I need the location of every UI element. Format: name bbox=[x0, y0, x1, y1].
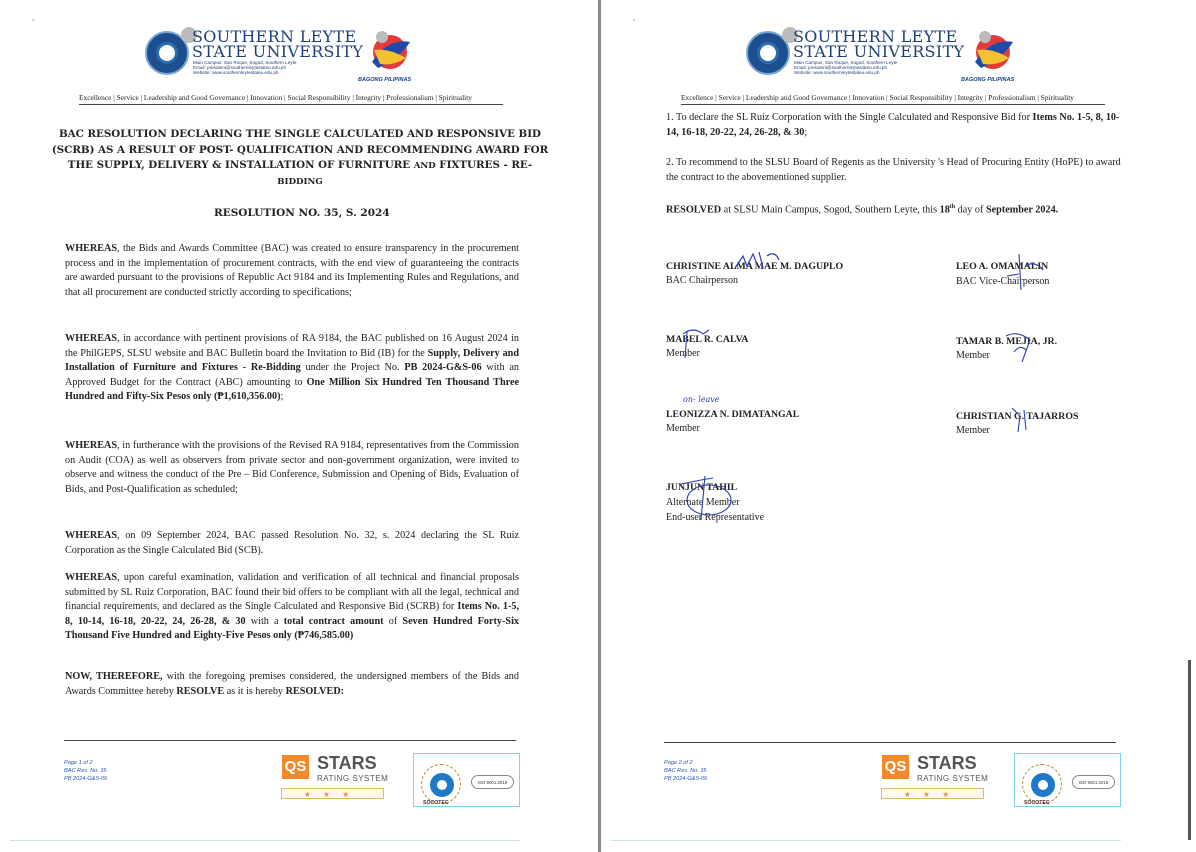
bottom-rule bbox=[611, 840, 1121, 841]
signatory-role: Member bbox=[666, 348, 700, 359]
signatory-role-secondary: End-user Representative bbox=[666, 512, 765, 523]
whereas-clause-1: WHEREAS, the Bids and Awards Committee (BAC) was created to ensure transparency in the procurement process and in the implementation of procurement contracts, with the end view of guaranteeing the contracts are awarded pursuant to the provisions of Republic Act 9184 and its Implementing Rules and Regulations, and that all procurement are conducted strictly according to specifications; bbox=[65, 243, 519, 298]
page-edge bbox=[1188, 660, 1191, 840]
signatory-name: CHRISTIAN G. TAJARROS bbox=[956, 411, 1079, 422]
signatory-name: LEONIZZA N. DIMATANGAL bbox=[666, 409, 800, 420]
resolution-item-1: 1. To declare the SL Ruiz Corporation with the Single Calculated and Responsive Bid for Items No. 1-5, 8, 10-14, 16-18, 20-22, 24, 26-28, & 30; bbox=[666, 112, 1120, 138]
stars-rating-bar: ★★★ bbox=[881, 788, 984, 799]
stars-rating-system: RATING SYSTEM bbox=[317, 774, 389, 783]
page-footer-info: Page 2 of 2 BAC Res. No. 35 PB 2024-G&S-06 bbox=[664, 760, 708, 782]
whereas-clause-5: WHEREAS, upon careful examination, validation and verification of all technical and financial proposals submitted by SL Ruiz Corporation, BAC found their bid offers to be compliant with all the legal, technical and financial requirements, and declared as the Single Calculated and Responsive Bid (SCRB) for Items No. 1-5, 8, 10-14, 16-18, 20-22, 24, 26-28, & 30 with a total contract amount of Seven Hundred Forty-Six Thousand Five Hundred and Eighty-Five Pesos only (₱746,585.00) bbox=[65, 572, 519, 642]
signatory-name: TAMAR B. MEJIA, JR. bbox=[956, 336, 1058, 347]
document-page-2 bbox=[601, 0, 1196, 852]
signatory-role: Alternate Member bbox=[666, 497, 740, 508]
signatory-role: BAC Vice-Chairperson bbox=[956, 276, 1050, 287]
scan-mark: ' bbox=[32, 18, 35, 27]
handwritten-on-leave-note: on- leave bbox=[683, 395, 720, 404]
header-rule bbox=[79, 104, 503, 105]
signatory-name: LEO A. OMAMALIN bbox=[956, 261, 1049, 272]
socotec-icon bbox=[430, 773, 454, 797]
signatory-name: CHRISTINE ALMA MAE M. DAGUPLO bbox=[666, 261, 844, 272]
signatory-role: Member bbox=[956, 350, 990, 361]
university-name-line1: SOUTHERN LEYTE bbox=[192, 27, 357, 46]
university-name-line2: STATE UNIVERSITY bbox=[192, 42, 364, 61]
university-address: Main Campus, San Roque, Sogod, Southern Leyte Email: president@southernleytestateu.edu.ph Website: www.southernleytestateu.edu.ph bbox=[193, 60, 297, 76]
stars-title: STARS bbox=[917, 753, 977, 773]
page-footer-info: Page 1 of 2 BAC Res. No. 35 PB 2024-G&S-06 bbox=[64, 760, 108, 782]
qs-logo: QS bbox=[882, 755, 909, 779]
socotec-icon bbox=[1031, 773, 1055, 797]
iso-certification-badge: ISO 9001:2015 SOCOTEC bbox=[1014, 753, 1121, 807]
slsu-seal-logo bbox=[145, 31, 189, 75]
signatory-name: JUNJUN TAHIL bbox=[666, 482, 738, 493]
whereas-clause-2: WHEREAS, in accordance with pertinent provisions of RA 9184, the BAC published on 16 August 2024 in the PhilGEPS, SLSU website and BAC Bulletin board the Invitation to Bid (IB) for the Supply, Delivery and Installation of Furniture and Fixtures - Re-Bidding under the Project No. PB 2024-G&S-06 with an Approved Budget for the Contract (ABC) amounting to One Million Six Hundred Ten Thousand Three Hundred and Fifty-Six Pesos only (₱1,610,356.00); bbox=[65, 333, 519, 403]
bottom-rule bbox=[10, 840, 520, 841]
iso-certification-badge: ISO 9001:2015 SOCOTEC bbox=[413, 753, 520, 807]
scan-mark: ' bbox=[633, 18, 636, 27]
header-rule bbox=[681, 104, 1105, 105]
university-name-line1: SOUTHERN LEYTE bbox=[793, 27, 958, 46]
bagong-pilipinas-label: BAGONG PILIPINAS bbox=[961, 77, 1015, 83]
bagong-pilipinas-label: BAGONG PILIPINAS bbox=[358, 77, 412, 83]
core-values: Excellence | Service | Leadership and Good Governance | Innovation | Social Responsibility | Integrity | Professionalism | Spirituality bbox=[681, 93, 1074, 102]
signatory-role: Member bbox=[956, 425, 990, 436]
footer-rule bbox=[64, 740, 516, 741]
resolved-statement: RESOLVED at SLSU Main Campus, Sogod, Southern Leyte, this 18th day of September 2024. bbox=[666, 204, 1059, 216]
slsu-seal-logo bbox=[746, 31, 790, 75]
signatory-name: MABEL R. CALVA bbox=[666, 334, 749, 345]
resolution-item-2: 2. To recommend to the SLSU Board of Regents as the University 's Head of Procuring Entity (HoPE) to award the contract to the abovementioned supplier. bbox=[666, 157, 1121, 183]
whereas-clause-4: WHEREAS, on 09 September 2024, BAC passed Resolution No. 32, s. 2024 declaring the SL Ruiz Corporation as the Single Calculated Bid (SCB). bbox=[65, 530, 519, 556]
university-name-line2: STATE UNIVERSITY bbox=[793, 42, 965, 61]
signatory-role: Member bbox=[666, 423, 700, 434]
resolution-number: RESOLUTION NO. 35, S. 2024 bbox=[214, 207, 390, 219]
qs-logo: QS bbox=[282, 755, 309, 779]
bagong-pilipinas-logo bbox=[963, 28, 1017, 72]
signature-omamalin bbox=[999, 248, 1059, 296]
footer-rule bbox=[664, 742, 1116, 743]
bagong-pilipinas-logo bbox=[360, 28, 414, 72]
core-values: Excellence | Service | Leadership and Good Governance | Innovation | Social Responsibility | Integrity | Professionalism | Spirituality bbox=[79, 93, 472, 102]
university-address: Main Campus, San Roque, Sogod, Southern Leyte Email: president@southernleytestateu.edu.ph Website: www.southernleytestateu.edu.ph bbox=[794, 60, 898, 76]
stars-rating-bar: ★★★ bbox=[281, 788, 384, 799]
signatory-role: BAC Chairperson bbox=[666, 275, 738, 286]
stars-title: STARS bbox=[317, 753, 377, 773]
whereas-clause-3: WHEREAS, in furtherance with the provisions of the Revised RA 9184, representatives from the Commission on Audit (COA) as well as observers from private sector and non-government organization, were invited to observe and witness the conduct of the Pre – Bid Conference, Submission and Opening of Bids, Evaluation of Bids, and Post-Qualification as scheduled; bbox=[65, 440, 519, 495]
now-therefore-clause: NOW, THEREFORE, with the foregoing premises considered, the undersigned members of the Bids and Awards Committee hereby RESOLVE as it is hereby RESOLVED: bbox=[65, 671, 519, 697]
stars-rating-system: RATING SYSTEM bbox=[917, 774, 989, 783]
resolution-title: BAC RESOLUTION DECLARING THE SINGLE CALCULATED AND RESPONSIVE BID (SCRB) AS A RESULT OF POST- QUALIFICATION AND RECOMMENDING AWARD FOR THE SUPPLY, DELIVERY & INSTALLATION OF FURNITURE AND FIXTURES - RE- BIDDING bbox=[51, 128, 549, 187]
